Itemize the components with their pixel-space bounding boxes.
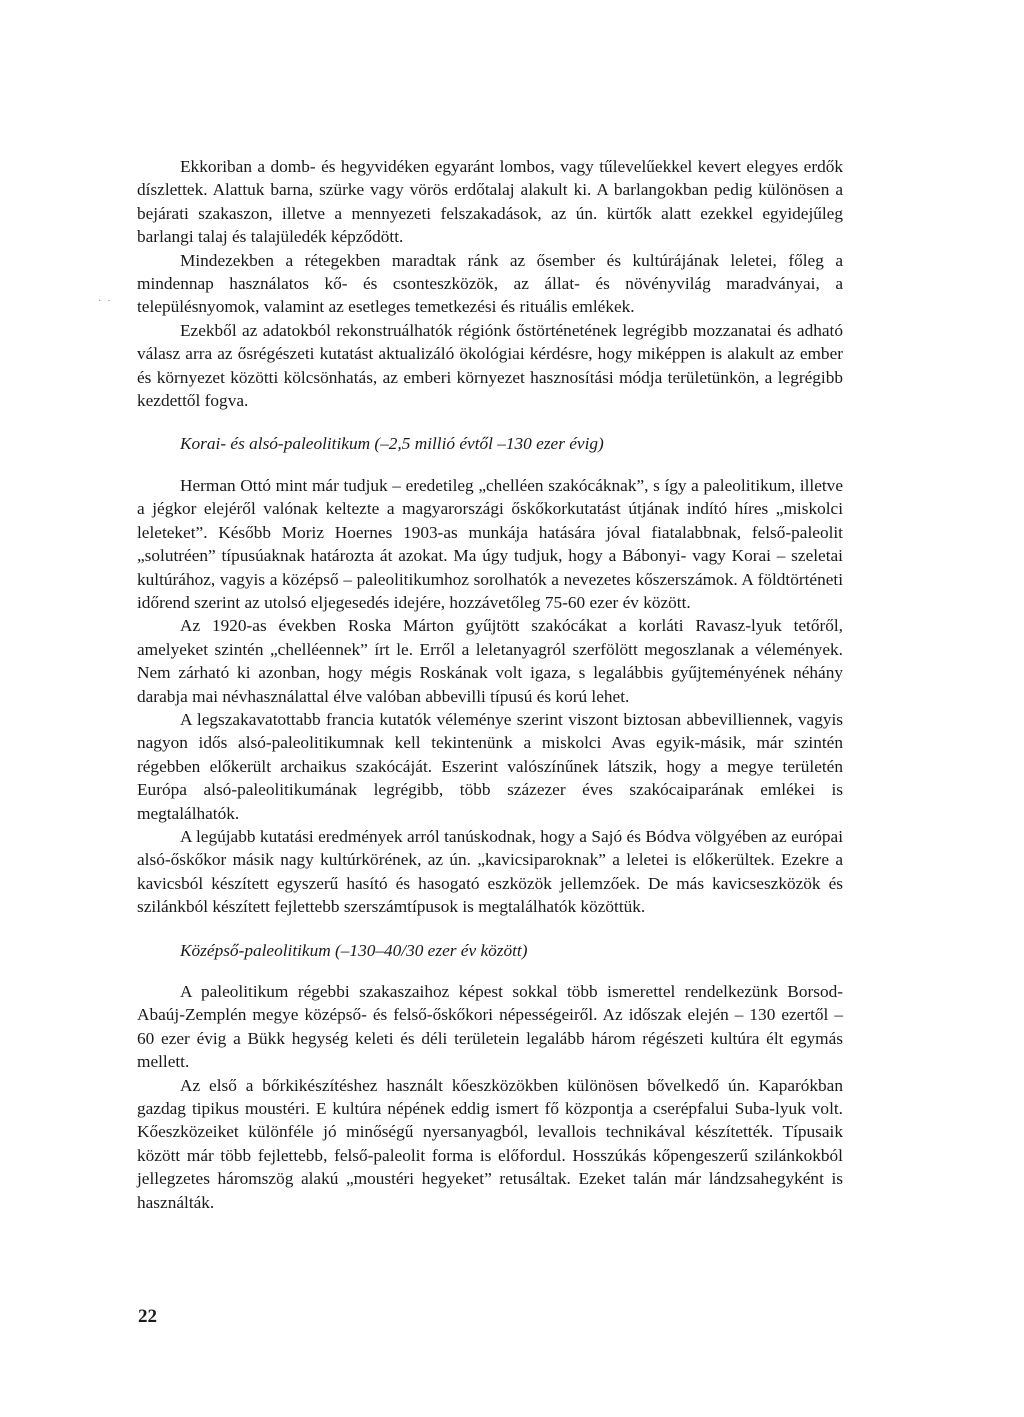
section2-paragraph-2: Az első a bőrkikészítéshez használt kőeszközökben különösen bővelkedő ún. Kaparókban gazdag tipikus moustéri. E kultúra népének eddig ismert fő központja a cserépfalui Suba-lyuk volt. Kőeszközeiket különféle jó minőségű nyersanyagból, levallois technikával készítették. Típusaik között már több fejlettebb, felső-paleolit forma is előfordul. Hosszúkás kőpengeszerű szilánkokból jellegzetes háromszög alakú „moustéri hegyeket” retusáltak. Ezeket talán már lándzsahegyként is használták. <box>137 1075 843 1212</box>
section1-paragraph-2: Az 1920-as években Roska Márton gyűjtött szakócákat a korláti Ravasz-lyuk tetőről, amelyeket szintén „chelléennek” írt le. Erről a leletanyagról szerfölött megoszlanak a vélemények. Nem zárható ki azonban, hogy mégis Roskának volt igaza, s legalábbis gyűjteményének néhány darabja mai névhasználattal élve valóban abbevilli típusú és korú lehet. <box>137 616 843 706</box>
section1-paragraph-1: Herman Ottó mint már tudjuk – eredetileg „chelléen szakócáknak”, s így a paleolitikum, illetve a jégkor elejéről valónak keltezte a magyarországi őskőkorkutatást útjának indító híres „miskolci leleteket”. Később Moriz Hoernes 1903-as munkája hatására jóval fiatalabbnak, felső-paleolit „solutréen” típusúaknak határozta át azokat. Ma úgy tudjuk, hogy a Bábonyi- vagy Korai – szeletai kultúrához, vagyis a középső – paleolitikumhoz sorolhatók a nevezetes kőszerszámok. A földtörténeti időrend szerint az utolsó eljegesedés idejére, hozzávetőleg 75-60 ezer év között. <box>137 475 843 612</box>
intro-paragraph-1: Ekkoriban a domb- és hegyvidéken egyaránt lombos, vagy tűlevelűekkel kevert elegyes erdők díszlettek. Alattuk barna, szürke vagy vörös erdőtalaj alakult ki. A barlangokban pedig különösen a bejárati szakaszon, illetve a mennyezeti felszakadások, az ún. kürtők alatt ezekkel egyidejűleg barlangi talaj és talajüledék képződött. <box>137 157 843 247</box>
page-number: 22 <box>138 1306 157 1327</box>
section1-paragraph-4: A legújabb kutatási eredmények arról tanúskodnak, hogy a Sajó és Bódva völgyében az európai alsó-őskőkor másik nagy kultúrkörének, az ún. „kavicsiparoknak” a leletei is előkerültek. Ezekre a kavicsból készített egyszerű hasító és hasogató eszközök jellemzőek. De más kavicseszközök és szilánkból készített fejlettebb szerszámtípusok is megtalálhatók közöttük. <box>137 826 843 917</box>
section-heading-lower-paleolithic: Korai- és alsó-paleolitikum (–2,5 millió évtől –130 ezer évig) <box>180 434 604 454</box>
body-text <box>137 155 843 1214</box>
intro-paragraph-3: Ezekből az adatokból rekonstruálhatók régiónk őstörténetének legrégibb mozzanatai és adható válasz arra az ősrégészeti kutatást aktualizáló ökológiai kérdésre, hogy miképpen is alakult az ember és környezet közötti kölcsönhatás, az emberi környezet hasznosítási módja területünkön, a legrégibb kezdettől fogva. <box>137 320 843 411</box>
section1-paragraph-3: A legszakavatottabb francia kutatók véleménye szerint viszont biztosan abbevilliennek, vagyis nagyon idős alsó-paleolitikumnak kell tekintenünk a miskolci Avas egyik-másik, már szintén régebben előkerült archaikus szakócáját. Eszerint valószínűnek látszik, hogy a megye területén Európa alsó-paleolitikumának legrégibb, több százezer éves szakócaiparának emlékei is megtalálhatók. <box>137 709 843 823</box>
scan-speck: ·· <box>98 296 117 307</box>
section-heading-middle-paleolithic: Középső-paleolitikum (–130–40/30 ezer év között) <box>180 940 528 960</box>
intro-paragraph-2: Mindezekben a rétegekben maradtak ránk az ősember és kultúrájának leletei, főleg a mindennap használatos kő- és csonteszközök, az állat- és növényvilág maradványai, a településnyomok, valamint az esetleges temetkezési és rituális emlékek. <box>137 250 843 317</box>
section2-paragraph-1: A paleolitikum régebbi szakaszaihoz képest sokkal több ismerettel rendelkezünk Borsod-Abaúj-Zemplén megye középső- és felső-őskőkori népességeiről. Az időszak elején – 130 ezertől – 60 ezer évig a Bükk hegység keleti és déli területein legalább három régészeti kultúra élt egymás mellett. <box>137 982 843 1072</box>
